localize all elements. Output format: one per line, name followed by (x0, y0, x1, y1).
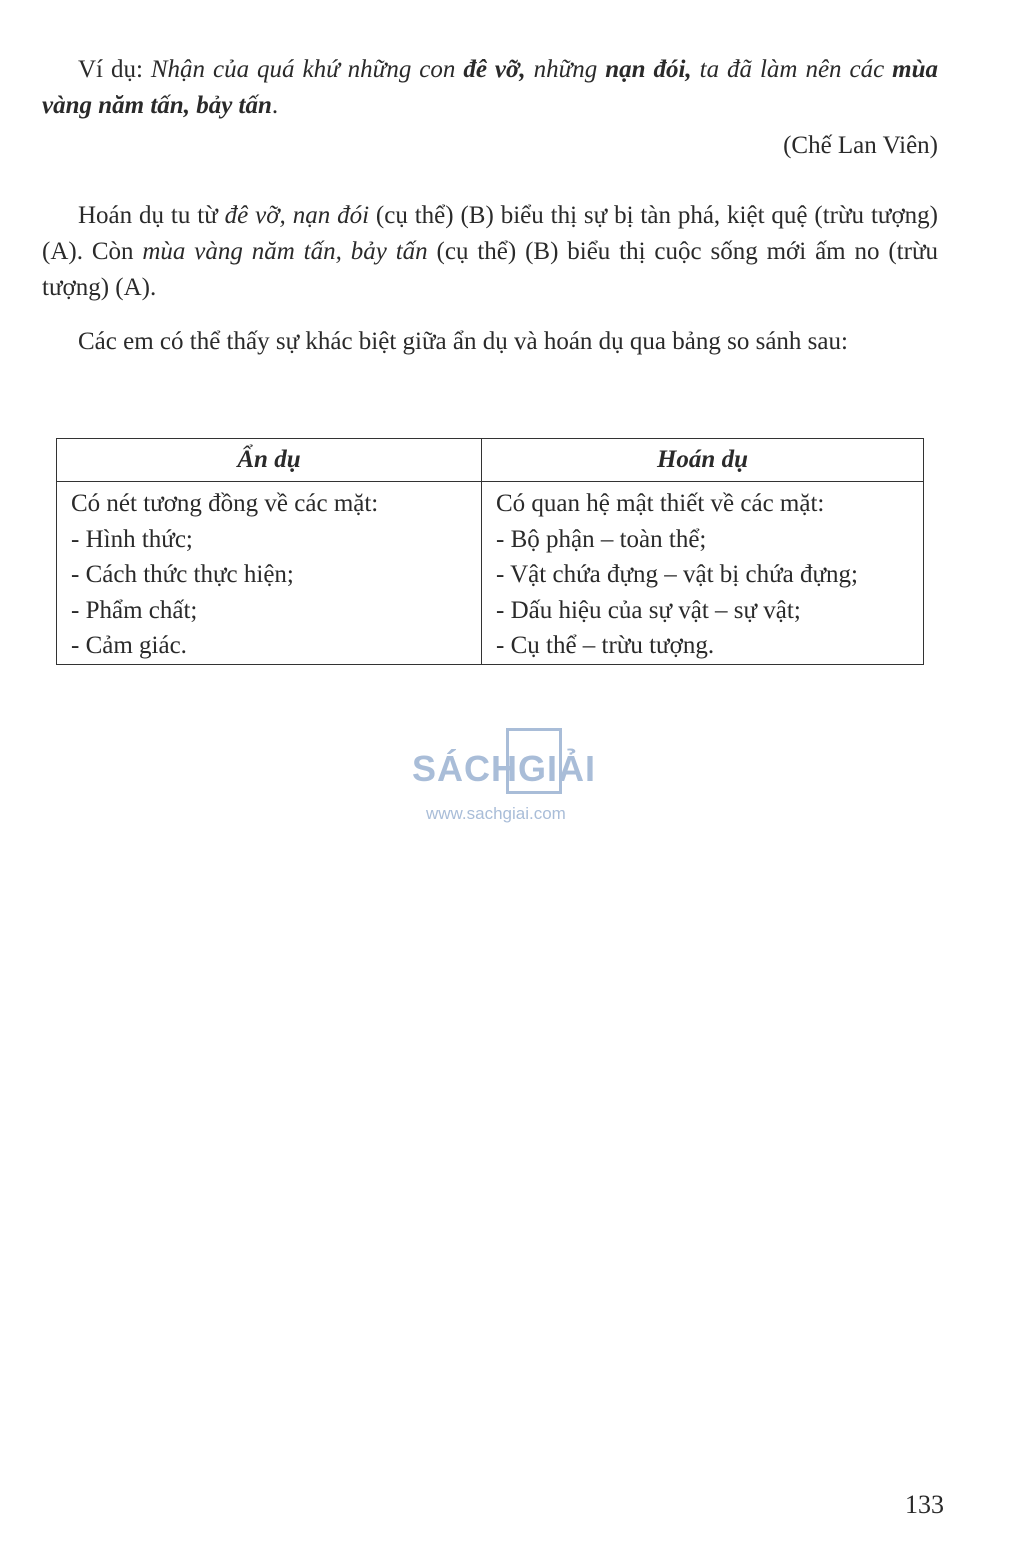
watermark-text: SÁCHGIẢI (412, 748, 597, 789)
example-quote-2: những (525, 56, 606, 83)
explanation-paragraph (42, 198, 938, 306)
list-item: - Vật chứa đựng – vật bị chứa đựng; (496, 561, 858, 588)
explanation-text-3: (cụ thể) (B) biểu thị cuộc sống mới ấm no (trừu tượng) (A). (42, 238, 938, 301)
example-paragraph (42, 52, 938, 124)
list-item: - Cụ thể – trừu tượng. (496, 632, 715, 659)
explanation-text-2: (cụ thể) (B) biểu thị sự bị tàn phá, kiệt quệ (trừu tượng) (A). Còn (42, 202, 938, 265)
example-quote-1: Nhận của quá khứ những con (150, 56, 464, 83)
table-header-hoan-du: Hoán dụ (482, 439, 924, 482)
table-row (57, 482, 924, 665)
explanation-italic-2: mùa vàng năm tấn, bảy tấn (142, 238, 428, 265)
explanation-text-1: Hoán dụ tu từ (78, 202, 225, 229)
page-number: 133 (905, 1490, 944, 1519)
sachgiai-watermark-logo (412, 728, 616, 828)
quote-source: (Chế Lan Viên) (783, 132, 938, 159)
intro-paragraph: Các em có thể thấy sự khác biệt giữa ẩn dụ và hoán dụ qua bảng so sánh sau: (78, 328, 848, 355)
list-item: Có quan hệ mật thiết về các mặt: (496, 490, 825, 517)
list-item: - Cách thức thực hiện; (71, 561, 294, 588)
list-item: - Dấu hiệu của sự vật – sự vật; (496, 596, 801, 624)
table-cell-an-du (57, 482, 482, 665)
table-header-an-du: Ẩn dụ (57, 439, 482, 482)
example-quote-3: ta đã làm nên các (691, 56, 893, 83)
list-item: - Phẩm chất; (71, 596, 198, 624)
example-quote-bold-3: mùa vàng năm tấn, bảy tấn (42, 56, 939, 119)
watermark-url: www.sachgiai.com (426, 804, 566, 823)
list-item: - Hình thức; (71, 525, 193, 553)
example-quote-end: . (271, 92, 279, 119)
comparison-table (56, 438, 924, 665)
explanation-italic-1: đê vỡ, nạn đói (224, 202, 370, 229)
example-quote-bold-1: đê vỡ, (463, 56, 526, 83)
list-item: - Bộ phận – toàn thể; (496, 525, 707, 553)
table-cell-hoan-du (482, 482, 924, 665)
list-item: Có nét tương đồng về các mặt: (71, 490, 379, 517)
example-quote-bold-2: nạn đói, (605, 56, 692, 83)
example-label: Ví dụ: (78, 56, 151, 83)
list-item: - Cảm giác. (71, 632, 187, 659)
table-header-row (57, 439, 924, 482)
